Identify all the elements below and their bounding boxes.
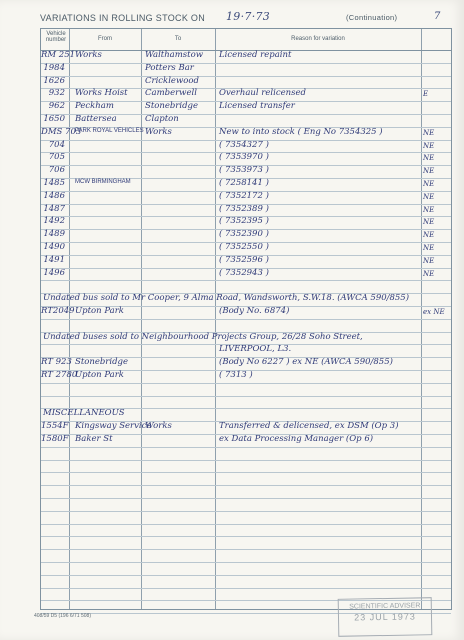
table-row (41, 473, 451, 486)
to-location: Potters Bar (145, 62, 194, 73)
page-number: 7 (434, 11, 441, 22)
table-row (41, 576, 451, 589)
table-row (41, 499, 451, 512)
table-row (41, 384, 451, 397)
to-location: Stonebridge (145, 101, 198, 112)
vehicle-number: DMS 703 (41, 126, 82, 137)
to-location: Works (145, 126, 172, 137)
sheet-date: 19·7·73 (226, 10, 271, 23)
from-location: Works (75, 50, 102, 60)
vehicle-number: RT 2780 (41, 370, 78, 380)
from-location: MCW BIRMINGHAM (75, 179, 131, 185)
status-flag: NE (423, 244, 435, 252)
vehicle-number: RT 923 (41, 357, 72, 368)
stamp-date: 23 JUL 1973 (354, 611, 416, 623)
variation-reason: ( 7352596 ) (219, 254, 269, 265)
variation-reason: ( 7353973 ) (219, 165, 269, 176)
variation-reason: ex Data Processing Manager (Op 6) (219, 434, 374, 444)
sheet-header (40, 10, 450, 26)
variations-table (40, 28, 452, 610)
entry-note: Undated bus sold to Mr Cooper, 9 Alma Road, Wandsworth, S.W.18. (AWCA 590/855) (43, 293, 410, 304)
from-location: Battersea (75, 114, 117, 124)
vehicle-number: 1984 (43, 62, 65, 73)
from-location: Works Hoist (75, 88, 128, 99)
vehicle-number: 705 (48, 152, 65, 163)
vehicle-number: 1554F (41, 421, 69, 432)
table-row (41, 563, 451, 576)
vehicle-number: 1496 (43, 267, 65, 278)
variation-reason: ( 7352550 ) (219, 242, 269, 252)
status-flag: NE (423, 231, 435, 240)
status-flag: NE (423, 218, 435, 227)
variation-reason: ( 7352390 ) (219, 229, 269, 240)
received-stamp (338, 597, 433, 637)
vehicle-number: 1626 (43, 75, 65, 86)
to-location: Cricklewood (145, 75, 199, 86)
status-flag: NE (423, 167, 435, 176)
form-number: 408/59 D5 (196 6/71 508) (34, 613, 91, 619)
vehicle-number: 1489 (43, 229, 65, 240)
variation-reason: (Body No. 6874) (219, 306, 290, 316)
vehicle-number: 962 (48, 101, 65, 112)
table-row (41, 64, 451, 77)
from-location: Kingsway Service (75, 421, 152, 432)
table-row (41, 486, 451, 499)
from-location: Upton Park (75, 370, 124, 380)
col-reason: Reason for variation (291, 36, 345, 42)
from-location: Upton Park (75, 306, 124, 316)
entry-note: MISCELLANEOUS (43, 408, 125, 419)
status-flag: NE (423, 269, 435, 278)
status-flag: NE (423, 141, 435, 150)
status-flag: ex NE (423, 308, 445, 316)
to-location: Clapton (145, 114, 179, 124)
variation-reason: Overhaul relicensed (219, 88, 306, 99)
table-row (41, 537, 451, 550)
from-location: Baker St (75, 434, 113, 444)
continuation-label: (Continuation) (346, 13, 398, 22)
vehicle-number: 1487 (43, 203, 65, 214)
variation-reason: ( 7352389 ) (219, 203, 269, 214)
table-row (41, 525, 451, 538)
status-flag: NE (423, 154, 435, 163)
vehicle-number: 1485 (43, 178, 65, 188)
vehicle-number: RT2049 (41, 306, 75, 316)
vehicle-number: 1650 (43, 114, 65, 124)
table-row (41, 512, 451, 525)
sheet-title: VARIATIONS IN ROLLING STOCK ON (40, 13, 206, 23)
variation-reason: ( 7354327 ) (219, 139, 269, 150)
variation-reason: Transferred & delicensed, ex DSM (Op 3) (219, 421, 399, 432)
status-flag: NE (423, 256, 435, 265)
vehicle-number: 1486 (43, 190, 65, 201)
variation-reason: Licensed transfer (219, 101, 295, 112)
table-row (41, 269, 451, 282)
entry-note: Undated buses sold to Neighbourhood Projects Group, 26/28 Soho Street, (43, 331, 363, 342)
table-row (41, 448, 451, 461)
vehicle-number: 1492 (43, 216, 65, 227)
vehicle-number: 704 (48, 139, 65, 150)
variation-reason: ( 7352172 ) (219, 190, 269, 201)
vehicle-number: 1490 (43, 242, 65, 252)
status-flag: NE (423, 192, 435, 201)
status-flag: E (423, 90, 429, 99)
variation-reason: (Body No 6227 ) ex NE (AWCA 590/855) (219, 357, 393, 368)
vehicle-number: 706 (48, 165, 65, 176)
to-location: Camberwell (145, 88, 197, 99)
status-flag: NE (423, 205, 435, 214)
vehicle-number: 1491 (43, 254, 65, 265)
col-vehicle-number: Vehicle number (45, 31, 67, 43)
variation-reason: ( 7258141 ) (219, 178, 269, 188)
from-location: PARK ROYAL VEHICLES (75, 127, 144, 134)
to-location: Works (145, 421, 172, 432)
variation-reason: Licensed repaint (219, 50, 292, 60)
variation-reason: ( 7352395 ) (219, 216, 269, 227)
to-location: Walthamstow (145, 50, 203, 60)
status-flag: NE (423, 128, 435, 137)
column-headers (41, 29, 451, 51)
vehicle-number: 1580F (41, 434, 69, 444)
table-row (41, 51, 451, 64)
table-row (41, 435, 451, 448)
from-location: Stonebridge (75, 357, 128, 368)
variation-reason: ( 7313 ) (219, 370, 253, 380)
table-row (41, 371, 451, 384)
vehicle-number: RM 251 (41, 50, 76, 60)
stamp-office: SCIENTIFIC ADVISER (349, 602, 421, 611)
variation-reason: LIVERPOOL, L3. (219, 344, 292, 355)
col-to: To (174, 36, 182, 42)
vehicle-number: 932 (48, 88, 65, 99)
status-flag: NE (423, 180, 435, 188)
from-location: Peckham (75, 101, 114, 112)
col-from: From (98, 36, 112, 42)
variation-reason: ( 7352943 ) (219, 267, 269, 278)
table-row (41, 461, 451, 474)
variation-reason: New to into stock ( Eng No 7354325 ) (219, 126, 383, 137)
table-row (41, 307, 451, 320)
variation-reason: ( 7353970 ) (219, 152, 269, 163)
table-row (41, 550, 451, 563)
